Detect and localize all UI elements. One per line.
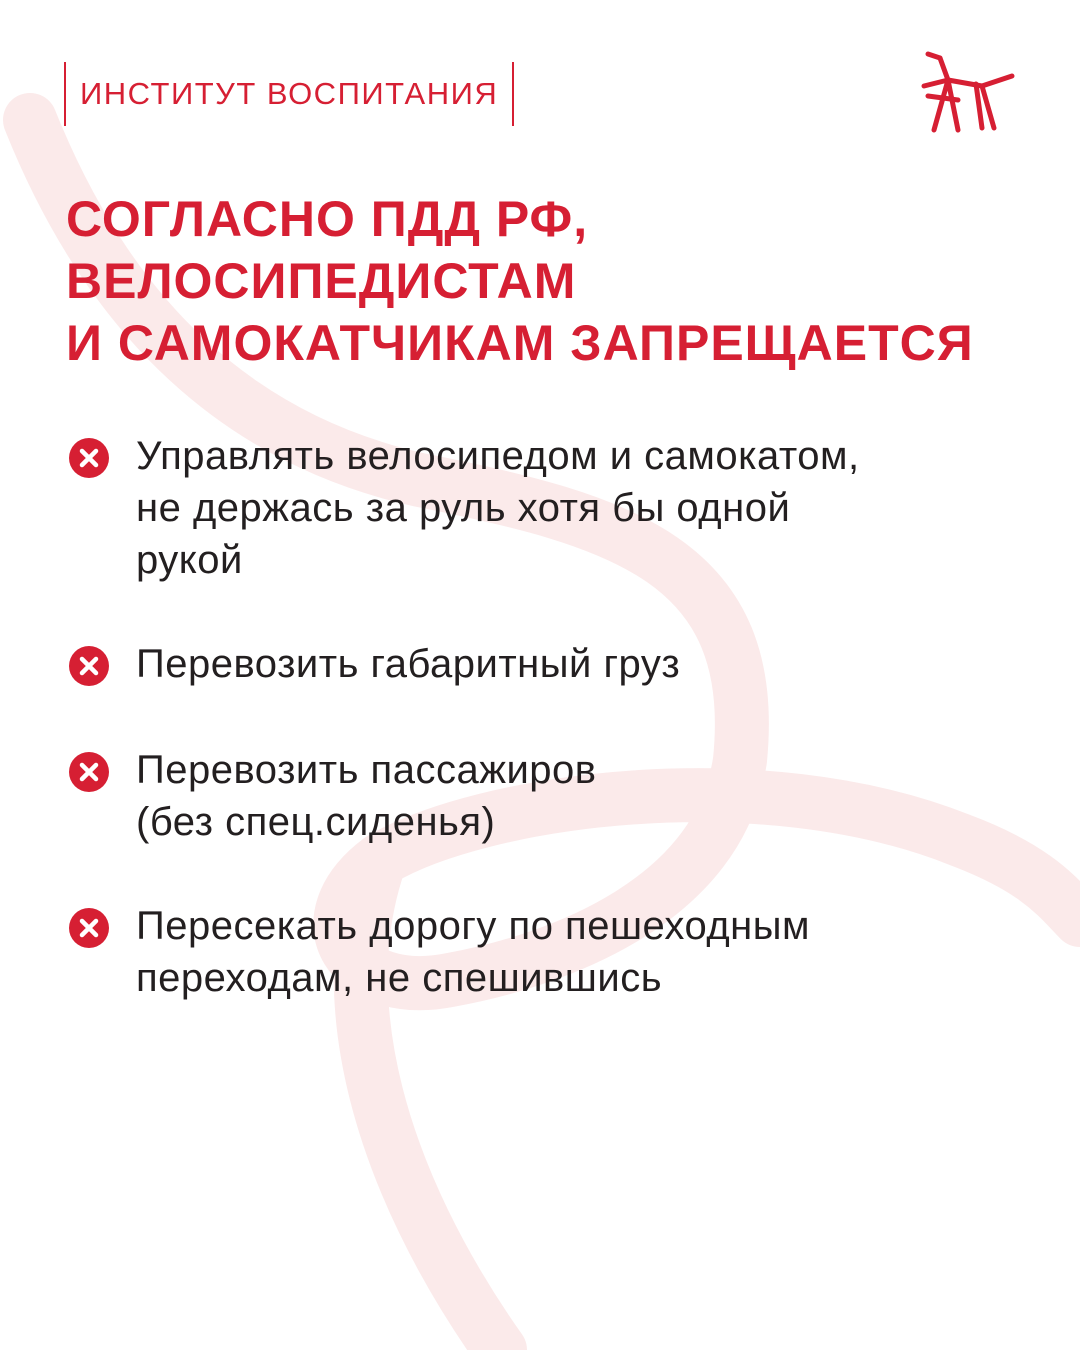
title-line: СОГЛАСНО ПДД РФ, [66,191,589,247]
rule-item [68,744,597,848]
horse-logo-icon [918,50,1018,134]
rule-line: рукой [136,538,243,582]
rule-text [136,430,860,586]
title-line: И САМОКАТЧИКАМ ЗАПРЕЩАЕТСЯ [66,315,974,371]
rule-text [136,638,680,690]
cross-circle-icon [68,437,110,479]
page-title [66,188,974,374]
rule-line: Пересекать дорогу по пешеходным [136,904,811,948]
rule-line: не держась за руль хотя бы одной [136,486,791,530]
rule-line: Перевозить габаритный груз [136,642,681,686]
rule-text [136,744,597,848]
org-name: ИНСТИТУТ ВОСПИТАНИЯ [80,76,499,111]
cross-circle-icon [68,751,110,793]
rule-item [68,900,810,1004]
rule-text [136,900,810,1004]
rule-item [68,430,860,586]
header [64,62,514,126]
title-line: ВЕЛОСИПЕДИСТАМ [66,253,577,309]
rule-item [68,638,680,690]
rule-line: переходам, не спешившись [136,956,663,1000]
cross-circle-icon [68,907,110,949]
cross-circle-icon [68,645,110,687]
rule-line: Перевозить пассажиров [136,748,597,792]
header-right-bar [512,62,514,126]
rule-line: Управлять велосипедом и самокатом, [136,434,860,478]
rule-line: (без спец.сиденья) [136,800,496,844]
